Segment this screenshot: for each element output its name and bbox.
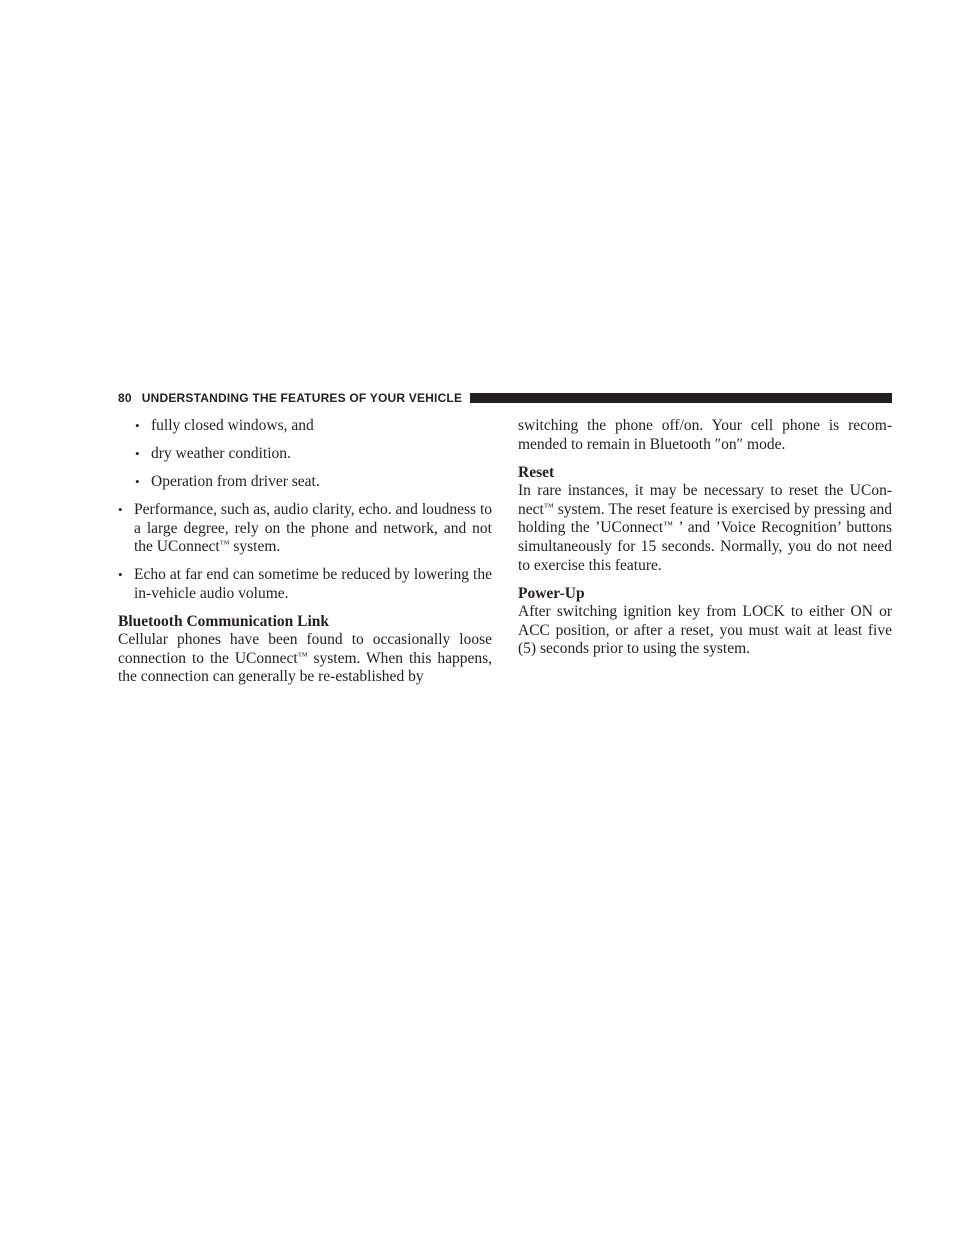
section-title: UNDERSTANDING THE FEATURES OF YOUR VEHICLE — [141, 391, 463, 405]
sub-bullet-item — [118, 445, 492, 464]
bullet-item-performance — [118, 501, 492, 557]
powerup-heading: Power-Up — [518, 584, 585, 602]
reset-paragraph: In rare instances, it may be necessary to reset the UConnect™ system. The reset feature is exercised by pressing and holding the ’UConnect™ ’ and ’Voice Recognition’ buttons simultaneously for 15 seconds. Normally, you do not need to exercise this feature. — [518, 482, 892, 574]
bullet-text: Performance, such as, audio clarity, echo. and loudness to a large degree, rely on the phone and network, and not the UConnect™ system. — [134, 500, 492, 556]
reset-heading: Reset — [518, 463, 555, 481]
sub-bullet-item — [118, 417, 492, 436]
bullet-icon: • — [135, 473, 140, 489]
continuation-paragraph: switching the phone off/on. Your cell phone is recommended to remain in Bluetooth ″on″ mode. — [518, 417, 892, 453]
page-number: 80 — [118, 391, 132, 405]
sub-bullet-item — [118, 473, 492, 492]
right-column — [518, 417, 892, 659]
header-rule — [470, 393, 892, 403]
bullet-icon: • — [118, 501, 123, 517]
page-header — [118, 390, 892, 406]
sub-bullet-text: Operation from driver seat. — [151, 472, 320, 490]
bluetooth-heading: Bluetooth Communication Link — [118, 612, 330, 630]
sub-bullet-text: fully closed windows, and — [151, 417, 314, 434]
bullet-icon: • — [118, 567, 123, 583]
left-column — [118, 417, 492, 687]
sub-bullet-text: dry weather condition. — [151, 444, 291, 462]
bullet-item-echo — [118, 566, 492, 603]
powerup-paragraph: After switching ignition key from LOCK to either ON or ACC position, or after a reset, you must wait at least five (5) seconds prior to using the system. — [518, 603, 892, 658]
bluetooth-paragraph: Cellular phones have been found to occasionally loose connection to the UConnect™ system. When this happens, the connection can generally be re-established by — [118, 631, 492, 686]
bullet-icon: • — [135, 418, 140, 433]
bullet-text: Echo at far end can sometime be reduced by lowering the in-vehicle audio volume. — [134, 566, 492, 602]
bullet-icon: • — [135, 445, 140, 461]
